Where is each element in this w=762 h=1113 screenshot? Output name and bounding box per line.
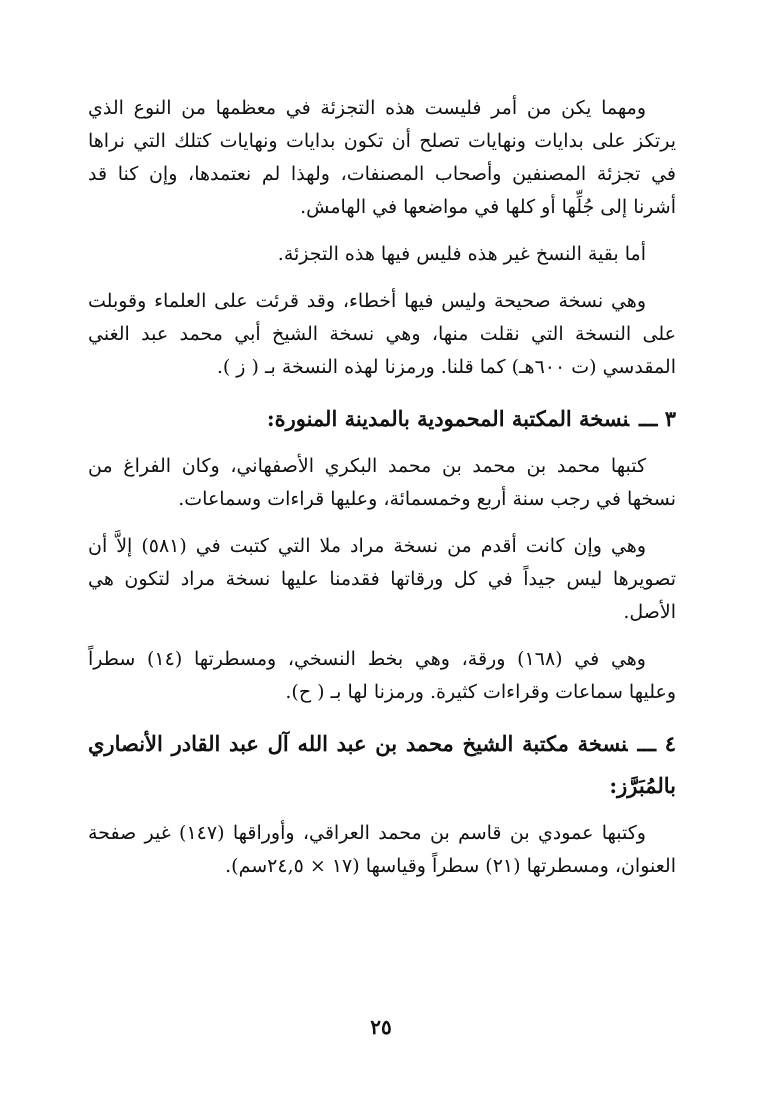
heading-ansari-library bbox=[88, 723, 676, 807]
heading-mahmudiya-library bbox=[88, 398, 676, 440]
paragraph-copyist: كتبها محمد بن محمد بن محمد البكري الأصفهاني، وكان الفراغ من نسخها في رجب سنة أربع وخمسمائة، وعليها قراءات وسماعات. bbox=[88, 455, 676, 510]
page-body bbox=[88, 92, 676, 897]
paragraph-correct-copy: وهي نسخة صحيحة وليس فيها أخطاء، وقد قرئت على العلماء وقوبلت على النسخة التي نقلت منها، وهي نسخة الشيخ أبي محمد عبد الغني المقدسي (ت ٦٠٠هـ) كما قلنا. ورمزنا لهذه النسخة بـ ( ز ). bbox=[88, 290, 676, 378]
paragraph-other-copies: أما بقية النسخ غير هذه فليس فيها هذه التجزئة. bbox=[277, 243, 646, 265]
page-number: ٢٥ bbox=[370, 1015, 392, 1039]
paragraph-leaves-count: وهي في (١٦٨) ورقة، وهي بخط النسخي، ومسطرتها (١٤) سطراً وعليها سماعات وقراءات كثيرة. ورمزنا لها بـ ( ح). bbox=[88, 648, 676, 703]
paragraph-amoudi-copy: وكتبها عمودي بن قاسم بن محمد العراقي، وأوراقها (١٤٧) غير صفحة العنوان، ومسطرتها (٢١) سطراً وقياسها (١٧ × ٢٤,٥سم). bbox=[88, 822, 676, 877]
heading-number: ٣ ـــ bbox=[638, 406, 676, 431]
heading-title: نسخة مكتبة الشيخ محمد بن عبد الله آل عبد القادر الأنصاري بالمُبَرَّز: bbox=[88, 731, 676, 798]
heading-title: نسخة المكتبة المحمودية بالمدينة المنورة: bbox=[266, 406, 629, 431]
heading-number: ٤ ـــ bbox=[637, 731, 676, 756]
paragraph-older-copy: وهي وإن كانت أقدم من نسخة مراد ملا التي كتبت في (٥٨١) إلاَّ أن تصويرها ليس جيداً في كل ورقاتها فقدمنا عليها نسخة مراد لتكون هي الأصل. bbox=[88, 535, 676, 623]
paragraph-segmentation: ومهما يكن من أمر فليست هذه التجزئة في معظمها من النوع الذي يرتكز على بدايات ونهايات تصلح أن تكون بدايات ونهايات كتلك التي نراها في تجزئة المصنفين وأصحاب المصنفات، ولهذا لم نعتمدها، وإن كنا قد أشرنا إلى جُلِّها أو كلها في مواضعها في الهامش. bbox=[88, 97, 676, 218]
